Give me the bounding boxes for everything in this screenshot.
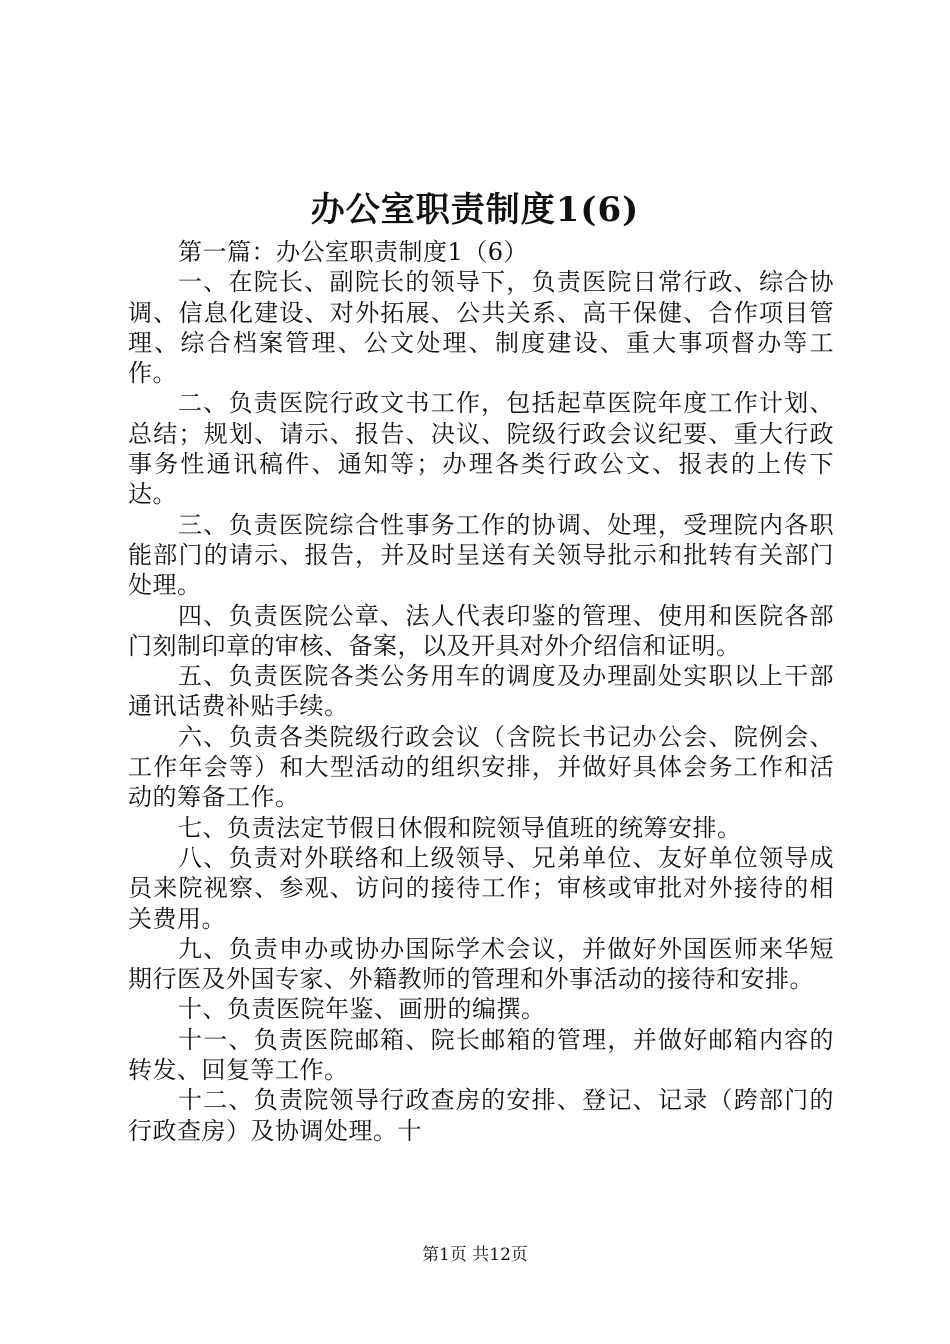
document-title: 办公室职责制度1(6)	[310, 190, 640, 230]
page-number-footer: 第1页 共12页	[422, 1245, 528, 1265]
paragraph-item-4: 四、负责医院公章、法人代表印鉴的管理、使用和医院各部门刻制印章的审核、备案，以及开具对外介绍信和证明。	[128, 601, 834, 660]
paragraph-item-6: 六、负责各类院级行政会议（含院长书记办公会、院例会、工作年会等）和大型活动的组织安排，并做好具体会务工作和活动的筹备工作。	[128, 722, 834, 812]
document-body	[128, 237, 834, 1146]
paragraph-item-7: 七、负责法定节假日休假和院领导值班的统筹安排。	[178, 813, 742, 842]
paragraph-item-2: 二、负责医院行政文书工作，包括起草医院年度工作计划、总结；规划、请示、报告、决议、院级行政会议纪要、重大行政事务性通讯稿件、通知等；办理各类行政公文、报表的上传下达。	[128, 389, 834, 509]
paragraph-item-12: 十二、负责院领导行政查房的安排、登记、记录（跨部门的行政查房）及协调处理。十	[128, 1086, 834, 1145]
paragraph-item-10: 十、负责医院年鉴、画册的编撰。	[178, 995, 546, 1024]
paragraph-item-9: 九、负责申办或协办国际学术会议，并做好外国医师来华短期行医及外国专家、外籍教师的管理和外事活动的接待和安排。	[128, 934, 834, 994]
paragraph-item-11: 十一、负责医院邮箱、院长邮箱的管理，并做好邮箱内容的转发、回复等工作。	[128, 1025, 834, 1085]
paragraph-item-5: 五、负责医院各类公务用车的调度及办理副处实职以上干部通讯话费补贴手续。	[128, 662, 834, 721]
paragraph-item-8: 八、负责对外联络和上级领导、兄弟单位、友好单位领导成员来院视察、参观、访问的接待工作；审核或审批对外接待的相关费用。	[128, 843, 834, 933]
paragraph-item-3: 三、负责医院综合性事务工作的协调、处理，受理院内各职能部门的请示、报告，并及时呈送有关领导批示和批转有关部门处理。	[128, 510, 834, 600]
paragraph-item-1: 一、在院长、副院长的领导下，负责医院日常行政、综合协调、信息化建设、对外拓展、公共关系、高干保健、合作项目管理、综合档案管理、公文处理、制度建设、重大事项督办等工作。	[128, 268, 834, 388]
paragraph-heading: 第一篇：办公室职责制度1（6）	[178, 238, 529, 266]
